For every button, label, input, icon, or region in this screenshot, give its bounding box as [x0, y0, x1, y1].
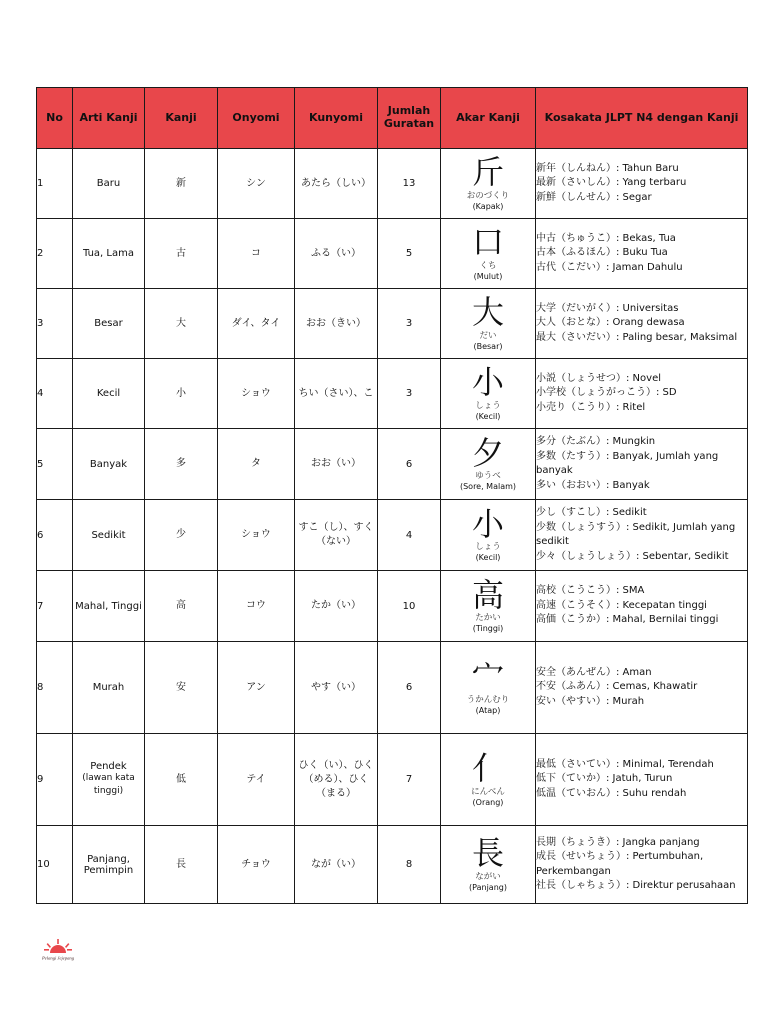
kunyomi-reading: やす（い） — [295, 642, 378, 734]
logo-text: Pelangi Jejepang — [41, 955, 75, 961]
radical-meaning: (Panjang) — [469, 882, 507, 892]
onyomi-reading: コ — [218, 219, 295, 289]
vocab-line: 高校（こうこう）: SMA — [536, 585, 645, 597]
onyomi-reading: コウ — [218, 571, 295, 642]
stroke-count: 8 — [378, 826, 441, 904]
kanji-character: 少 — [145, 500, 218, 571]
kanji-row — [37, 571, 748, 642]
vocab-line: 高速（こうそく）: Kecepatan tinggi — [536, 599, 707, 611]
radical-cell — [441, 429, 536, 500]
radical-reading: しょう — [475, 542, 501, 553]
vocabulary-cell — [536, 734, 748, 826]
radical-glyph: 斤 — [471, 153, 504, 192]
kanji-character: 大 — [145, 289, 218, 359]
vocabulary-cell — [536, 289, 748, 359]
arti-subtext: (lawan kata tinggi) — [82, 773, 135, 796]
radical-meaning: (Sore, Malam) — [459, 482, 517, 492]
radical-glyph: 小 — [471, 363, 504, 402]
arti-text: Baru — [96, 178, 121, 189]
onyomi-reading: チョウ — [218, 826, 295, 904]
stroke-count: 13 — [378, 149, 441, 219]
kunyomi-reading: ふる（い） — [295, 219, 378, 289]
kanji-row — [37, 219, 748, 289]
radical-meaning: (Kecil) — [475, 553, 501, 563]
arti-kanji-cell — [73, 219, 145, 289]
onyomi-reading: タ — [218, 429, 295, 500]
radical-meaning: (Mulut) — [473, 271, 503, 281]
arti-text: Besar — [94, 318, 123, 329]
radical-reading: にんべん — [471, 786, 505, 797]
header-jumlah-guratan — [378, 88, 441, 149]
kanji-row — [37, 826, 748, 904]
radical-glyph: 小 — [471, 504, 504, 543]
arti-text: Mahal, Tinggi — [75, 600, 142, 612]
arti-kanji-cell — [73, 642, 145, 734]
radical-cell — [441, 642, 536, 734]
radical-cell — [441, 571, 536, 642]
kanji-row — [37, 289, 748, 359]
radical-reading: うかんむり — [466, 694, 510, 705]
arti-text: Banyak — [89, 458, 128, 470]
kanji-character: 低 — [145, 734, 218, 826]
vocabulary-cell — [536, 149, 748, 219]
arti-kanji-cell — [73, 359, 145, 429]
vocab-line: 多分（たぶん）: Mungkin — [536, 436, 656, 447]
radical-reading: しょう — [475, 400, 501, 411]
radical-glyph: 亻 — [471, 749, 504, 788]
header-jumlah-line1: Jumlah — [387, 104, 431, 118]
kanji-row — [37, 149, 748, 219]
radical-cell — [441, 826, 536, 904]
kanji-row — [37, 642, 748, 734]
radical-cell — [441, 219, 536, 289]
radical-reading: たかい — [475, 613, 501, 624]
vocab-line: 大人（おとな）: Orang dewasa — [536, 317, 685, 329]
table-body — [37, 149, 748, 904]
red-sun-logo-icon — [41, 938, 75, 962]
arti-text: Panjang, Pemimpin — [83, 853, 134, 876]
kanji-character: 多 — [145, 429, 218, 500]
kanji-row — [37, 500, 748, 571]
vocabulary-cell — [536, 219, 748, 289]
radical-cell — [441, 500, 536, 571]
radical-reading: くち — [479, 260, 497, 271]
onyomi-reading: ショウ — [218, 359, 295, 429]
vocab-line: 最低（さいてい）: Minimal, Terendah — [536, 758, 714, 770]
radical-glyph: 高 — [471, 575, 504, 614]
radical-meaning: (Tinggi) — [472, 624, 504, 634]
radical-meaning: (Orang) — [472, 797, 504, 807]
vocab-line: 古代（こだい）: Jaman Dahulu — [536, 261, 683, 273]
stroke-count: 6 — [378, 429, 441, 500]
vocab-line: 低温（ていおん）: Suhu rendah — [536, 787, 687, 799]
row-number: 2 — [37, 219, 73, 289]
vocab-line: 小説（しょうせつ）: Novel — [536, 372, 661, 384]
onyomi-reading: シン — [218, 149, 295, 219]
kanji-character: 安 — [145, 642, 218, 734]
row-number: 7 — [37, 571, 73, 642]
stroke-count: 3 — [378, 289, 441, 359]
vocabulary-cell — [536, 642, 748, 734]
row-number: 8 — [37, 642, 73, 734]
row-number: 4 — [37, 359, 73, 429]
row-number: 9 — [37, 734, 73, 826]
row-number: 1 — [37, 149, 73, 219]
kanji-table-container — [36, 87, 748, 903]
kunyomi-reading: あたら（しい） — [295, 149, 378, 219]
row-number: 3 — [37, 289, 73, 359]
stroke-count: 3 — [378, 359, 441, 429]
vocab-line: 多い（おおい）: Banyak — [536, 479, 650, 491]
row-number: 5 — [37, 429, 73, 500]
radical-cell — [441, 149, 536, 219]
vocabulary-cell — [536, 359, 748, 429]
radical-meaning: (Besar) — [473, 341, 503, 351]
radical-reading: だい — [479, 330, 497, 341]
radical-meaning: (Kapak) — [472, 201, 504, 211]
onyomi-reading: ショウ — [218, 500, 295, 571]
arti-kanji-cell — [73, 571, 145, 642]
arti-kanji-cell — [73, 826, 145, 904]
kanji-character: 古 — [145, 219, 218, 289]
header-arti-kanji: Arti Kanji — [73, 88, 145, 149]
row-number: 10 — [37, 826, 73, 904]
header-no: No — [37, 88, 73, 149]
header-kosakata: Kosakata JLPT N4 dengan Kanji — [536, 88, 748, 149]
radical-reading: ながい — [475, 871, 501, 882]
kunyomi-reading: たか（い） — [295, 571, 378, 642]
vocab-line: 小売り（こうり）: Ritel — [536, 401, 646, 413]
arti-kanji-cell — [73, 500, 145, 571]
vocab-line: 安い（やすい）: Murah — [536, 695, 645, 707]
kanji-character: 新 — [145, 149, 218, 219]
header-jumlah-line2: Guratan — [383, 117, 435, 130]
stroke-count: 5 — [378, 219, 441, 289]
kanji-row — [37, 734, 748, 826]
vocab-line: 大学（だいがく）: Universitas — [536, 302, 679, 314]
kunyomi-reading: ちい（さい）、こ — [295, 359, 378, 429]
radical-reading: おのづくり — [466, 190, 510, 201]
radical-meaning: (Atap) — [475, 705, 501, 715]
arti-text: Kecil — [96, 388, 121, 399]
vocabulary-cell — [536, 571, 748, 642]
onyomi-reading: ダイ、タイ — [218, 289, 295, 359]
kanji-character: 小 — [145, 359, 218, 429]
stroke-count: 4 — [378, 500, 441, 571]
onyomi-reading: アン — [218, 642, 295, 734]
stroke-count: 6 — [378, 642, 441, 734]
arti-kanji-cell — [73, 734, 145, 826]
header-row — [37, 88, 748, 149]
vocab-line: 不安（ふあん）: Cemas, Khawatir — [536, 681, 698, 693]
vocab-line: 社長（しゃちょう）: Direktur perusahaan — [536, 880, 736, 891]
stroke-count: 7 — [378, 734, 441, 826]
arti-text: Pendek — [90, 761, 127, 773]
radical-glyph: 口 — [471, 223, 504, 262]
stroke-count: 10 — [378, 571, 441, 642]
vocab-line: 小学校（しょうがっこう）: SD — [536, 387, 677, 399]
kunyomi-reading: すこ（し）、すく（ない） — [295, 500, 378, 571]
vocabulary-cell — [536, 826, 748, 904]
header-onyomi: Onyomi — [218, 88, 295, 149]
kunyomi-reading: おお（きい） — [295, 289, 378, 359]
vocab-line: 古本（ふるほん）: Buku Tua — [536, 247, 668, 259]
radical-glyph: 夕 — [471, 433, 504, 472]
radical-cell — [441, 289, 536, 359]
radical-glyph: 大 — [471, 293, 504, 332]
radical-reading: ゆうべ — [475, 471, 501, 482]
kanji-table — [36, 87, 748, 904]
vocab-line: 少々（しょうしょう）: Sebentar, Sedikit — [536, 550, 729, 562]
vocab-line: 高価（こうか）: Mahal, Bernilai tinggi — [536, 614, 719, 626]
vocab-line: 少数（しょうすう）: Sedikit, Jumlah yang sedikit — [536, 521, 736, 547]
kunyomi-reading: ひく（い）、ひく（める）、ひく（まる） — [295, 734, 378, 826]
arti-kanji-cell — [73, 429, 145, 500]
row-number: 6 — [37, 500, 73, 571]
kanji-row — [37, 429, 748, 500]
vocab-line: 新鮮（しんせん）: Segar — [536, 191, 652, 203]
vocab-line: 長期（ちょうき）: Jangka panjang — [536, 836, 700, 848]
vocab-line: 安全（あんぜん）: Aman — [536, 666, 652, 678]
vocab-line: 最新（さいしん）: Yang terbaru — [536, 177, 687, 189]
header-kunyomi: Kunyomi — [295, 88, 378, 149]
header-kanji: Kanji — [145, 88, 218, 149]
vocab-line: 中古（ちゅうこ）: Bekas, Tua — [536, 232, 676, 244]
header-akar-kanji: Akar Kanji — [441, 88, 536, 149]
vocab-line: 最大（さいだい）: Paling besar, Maksimal — [536, 331, 738, 343]
vocab-line: 少し（すこし）: Sedikit — [536, 507, 647, 518]
arti-text: Sedikit — [91, 529, 126, 541]
arti-kanji-cell — [73, 289, 145, 359]
radical-meaning: (Kecil) — [475, 411, 501, 421]
vocab-line: 多数（たすう）: Banyak, Jumlah yang banyak — [536, 450, 719, 476]
kanji-character: 長 — [145, 826, 218, 904]
vocabulary-cell — [536, 500, 748, 571]
arti-text: Tua, Lama — [83, 248, 134, 259]
radical-cell — [441, 359, 536, 429]
radical-glyph: 宀 — [471, 657, 504, 696]
onyomi-reading: テイ — [218, 734, 295, 826]
arti-text: Murah — [92, 682, 125, 693]
kunyomi-reading: おお（い） — [295, 429, 378, 500]
vocab-line: 新年（しんねん）: Tahun Baru — [536, 162, 679, 174]
kunyomi-reading: なが（い） — [295, 826, 378, 904]
vocabulary-cell — [536, 429, 748, 500]
radical-cell — [441, 734, 536, 826]
kanji-row — [37, 359, 748, 429]
vocab-line: 成長（せいちょう）: Pertumbuhan, Perkembangan — [536, 851, 704, 877]
radical-glyph: 長 — [471, 834, 504, 873]
kanji-character: 高 — [145, 571, 218, 642]
arti-kanji-cell — [73, 149, 145, 219]
vocab-line: 低下（ていか）: Jatuh, Turun — [536, 773, 673, 785]
